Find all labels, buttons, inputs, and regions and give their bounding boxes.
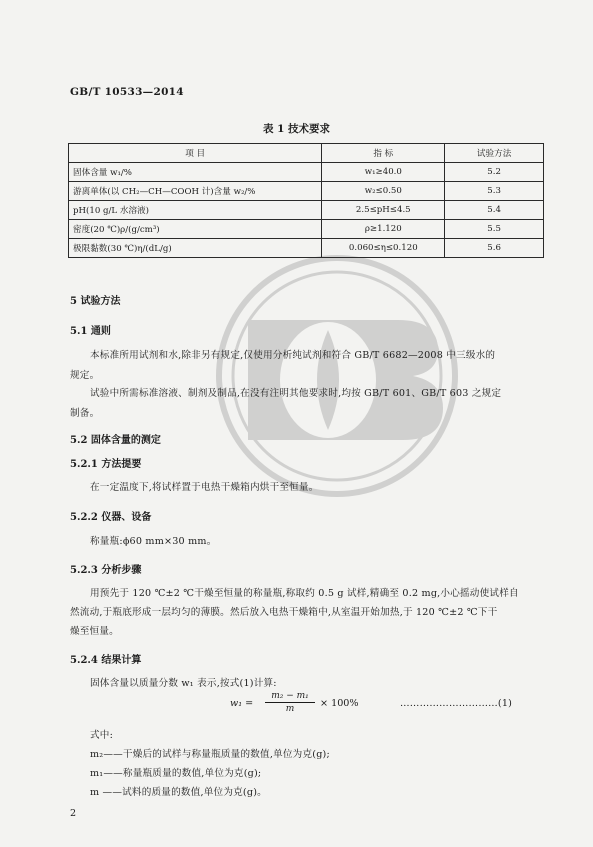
table-title: 表 1 技术要求 <box>262 123 331 135</box>
section-5-heading: 5 试验方法 <box>70 296 121 307</box>
table-cell: 游离单体(以 CH₂—CH—COOH 计)含量 w₂/% <box>69 182 322 201</box>
table-cell: 5.2 <box>445 163 544 182</box>
formula-lhs: w₁ = <box>230 698 254 709</box>
section-5-1-heading: 5.1 通则 <box>70 326 111 337</box>
formula-rhs: × 100% <box>320 698 359 709</box>
table-row <box>69 239 544 258</box>
section-5-2-3-heading: 5.2.3 分析步骤 <box>70 565 142 576</box>
formula-number: …………………………(1) <box>400 698 513 709</box>
watermark-logo <box>208 250 466 502</box>
paragraph-line: 燥至恒量。 <box>70 626 119 637</box>
table-header-row <box>69 144 544 163</box>
table-cell: 固体含量 w₁/% <box>69 163 322 182</box>
paragraph-line: 称量瓶:ϕ60 mm×30 mm。 <box>90 536 217 547</box>
paragraph-line: 在一定温度下,将试样置于电热干燥箱内烘干至恒量。 <box>90 482 319 493</box>
formula-fraction <box>265 691 315 714</box>
formula-denominator: m <box>285 704 295 714</box>
table-row <box>69 163 544 182</box>
definition-line: m₁——称量瓶质量的数值,单位为克(g); <box>90 768 262 779</box>
table-cell: 2.5≤pH≤4.5 <box>322 201 445 220</box>
paragraph-line: 用预先于 120 ℃±2 ℃干燥至恒量的称量瓶,称取约 0.5 g 试样,精确至 0.2 mg,小心摇动使试样自 <box>90 588 519 599</box>
table-cell: w₂≤0.50 <box>322 182 445 201</box>
column-header-index: 指 标 <box>322 144 445 163</box>
table-cell: 极限黏数(30 ℃)η/(dL/g) <box>69 239 322 258</box>
paragraph-line: 制备。 <box>70 408 100 419</box>
paragraph-line: 固体含量以质量分数 w₁ 表示,按式(1)计算: <box>90 678 277 689</box>
paragraph-line: 然流动,于瓶底形成一层均匀的薄膜。然后放入电热干燥箱中,从室温开始加热,于 120 ℃±2 ℃下干 <box>70 607 498 618</box>
where-label: 式中: <box>90 730 114 741</box>
table-cell: 5.3 <box>445 182 544 201</box>
spec-table <box>68 143 544 258</box>
page-number: 2 <box>70 808 77 819</box>
paragraph-line: 规定。 <box>70 370 100 381</box>
table-row <box>69 220 544 239</box>
definition-line: m ——试料的质量的数值,单位为克(g)。 <box>90 787 267 798</box>
formula-numerator: m₂ − m₁ <box>265 691 315 703</box>
table-cell: pH(10 g/L 水溶液) <box>69 201 322 220</box>
table-cell: 0.060≤η≤0.120 <box>322 239 445 258</box>
standard-code: GB/T 10533—2014 <box>70 86 184 98</box>
section-5-2-2-heading: 5.2.2 仪器、设备 <box>70 512 152 523</box>
table-cell: 5.5 <box>445 220 544 239</box>
table-cell: 5.4 <box>445 201 544 220</box>
table-cell: 5.6 <box>445 239 544 258</box>
column-header-method: 试验方法 <box>445 144 544 163</box>
table-row <box>69 201 544 220</box>
paragraph-line: 本标准所用试剂和水,除非另有规定,仅使用分析纯试剂和符合 GB/T 6682—2008 中三级水的 <box>90 350 496 361</box>
table-cell: ρ≥1.120 <box>322 220 445 239</box>
section-5-2-4-heading: 5.2.4 结果计算 <box>70 655 142 666</box>
table-cell: 密度(20 ℃)ρ/(g/cm³) <box>69 220 322 239</box>
section-5-2-heading: 5.2 固体含量的测定 <box>70 435 161 446</box>
table-row <box>69 182 544 201</box>
table-cell: w₁≥40.0 <box>322 163 445 182</box>
definition-line: m₂——干燥后的试样与称量瓶质量的数值,单位为克(g); <box>90 749 330 760</box>
paragraph-line: 试验中所需标准溶液、制剂及制品,在没有注明其他要求时,均按 GB/T 601、GB/T 603 之规定 <box>90 388 502 399</box>
section-5-2-1-heading: 5.2.1 方法提要 <box>70 459 142 470</box>
column-header-item: 项 目 <box>69 144 322 163</box>
